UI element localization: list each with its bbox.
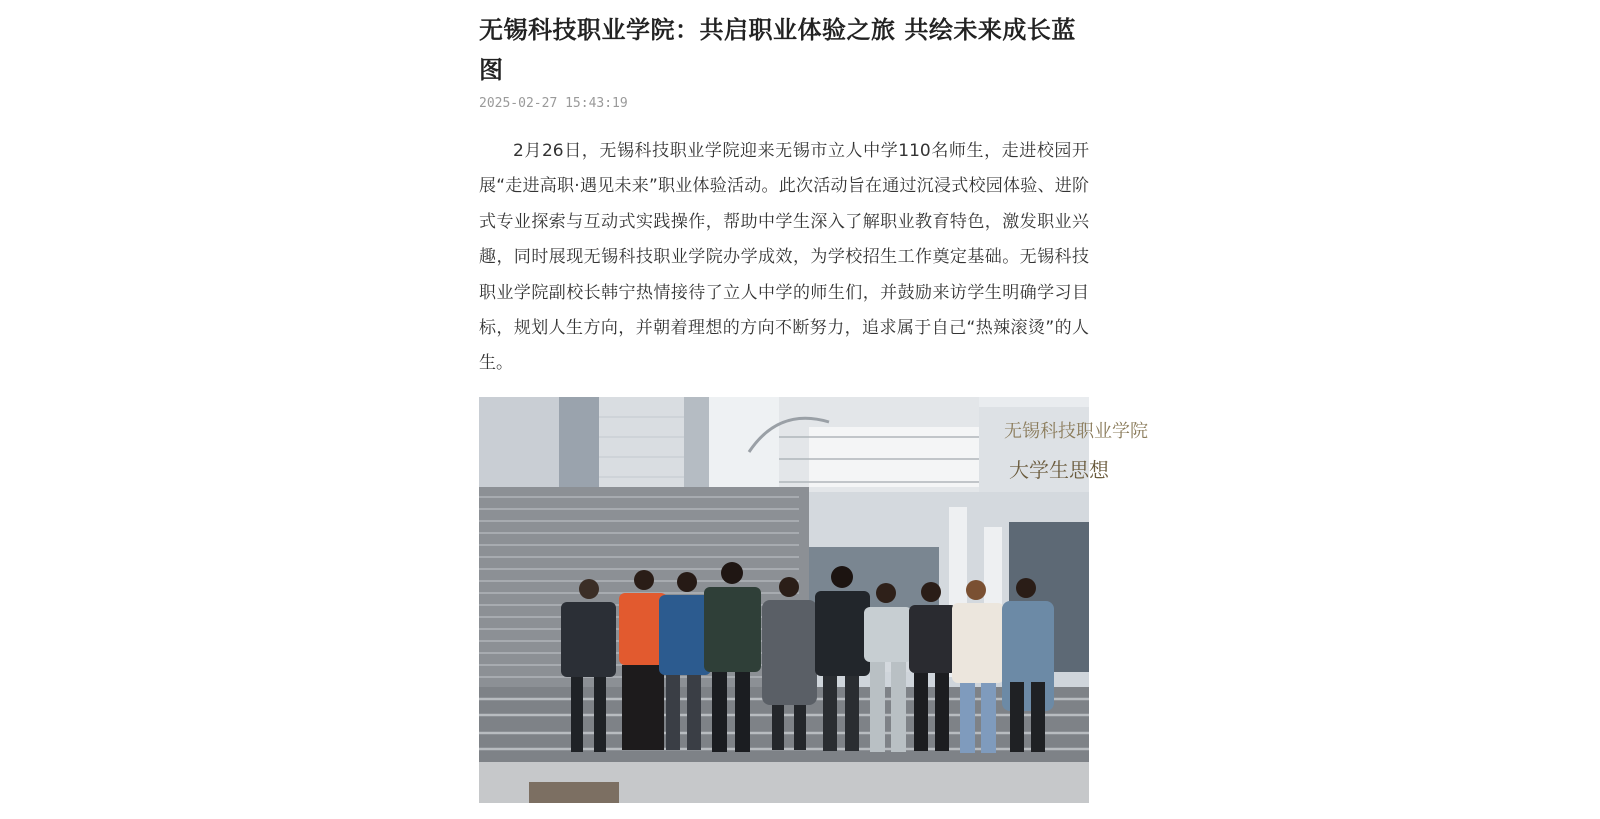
article-title: 无锡科技职业学院：共启职业体验之旅 共绘未来成长蓝图 bbox=[479, 15, 1076, 84]
article-paragraph: 2月26日，无锡科技职业学院迎来无锡市立人中学110名师生，走进校园开展“走进高职·遇见未来”职业体验活动。此次活动旨在通过沉浸式校园体验、进阶式专业探索与互动式实践操作，帮助中学生深入了解职业教育特色，激发职业兴趣，同时展现无锡科技职业学院办学成效，为学校招生工作奠定基础。无锡科技职业学院副校长韩宁热情接待了立人中学的师生们，并鼓励来访学生明确学习目标，规划人生方向，并朝着理想的方向不断努力，追求属于自己“热辣滚烫”的人生。 bbox=[479, 141, 1089, 374]
article-content bbox=[479, 134, 1148, 803]
group-photo bbox=[479, 397, 1148, 803]
group-photo-image bbox=[479, 397, 1148, 803]
sign-line-1: 无锡科技职业学院 bbox=[1004, 420, 1148, 442]
publish-time: 2025-02-27 15:43:19 bbox=[479, 96, 628, 111]
article bbox=[479, 10, 1148, 803]
sign-line-2: 大学生思想 bbox=[1009, 457, 1109, 482]
